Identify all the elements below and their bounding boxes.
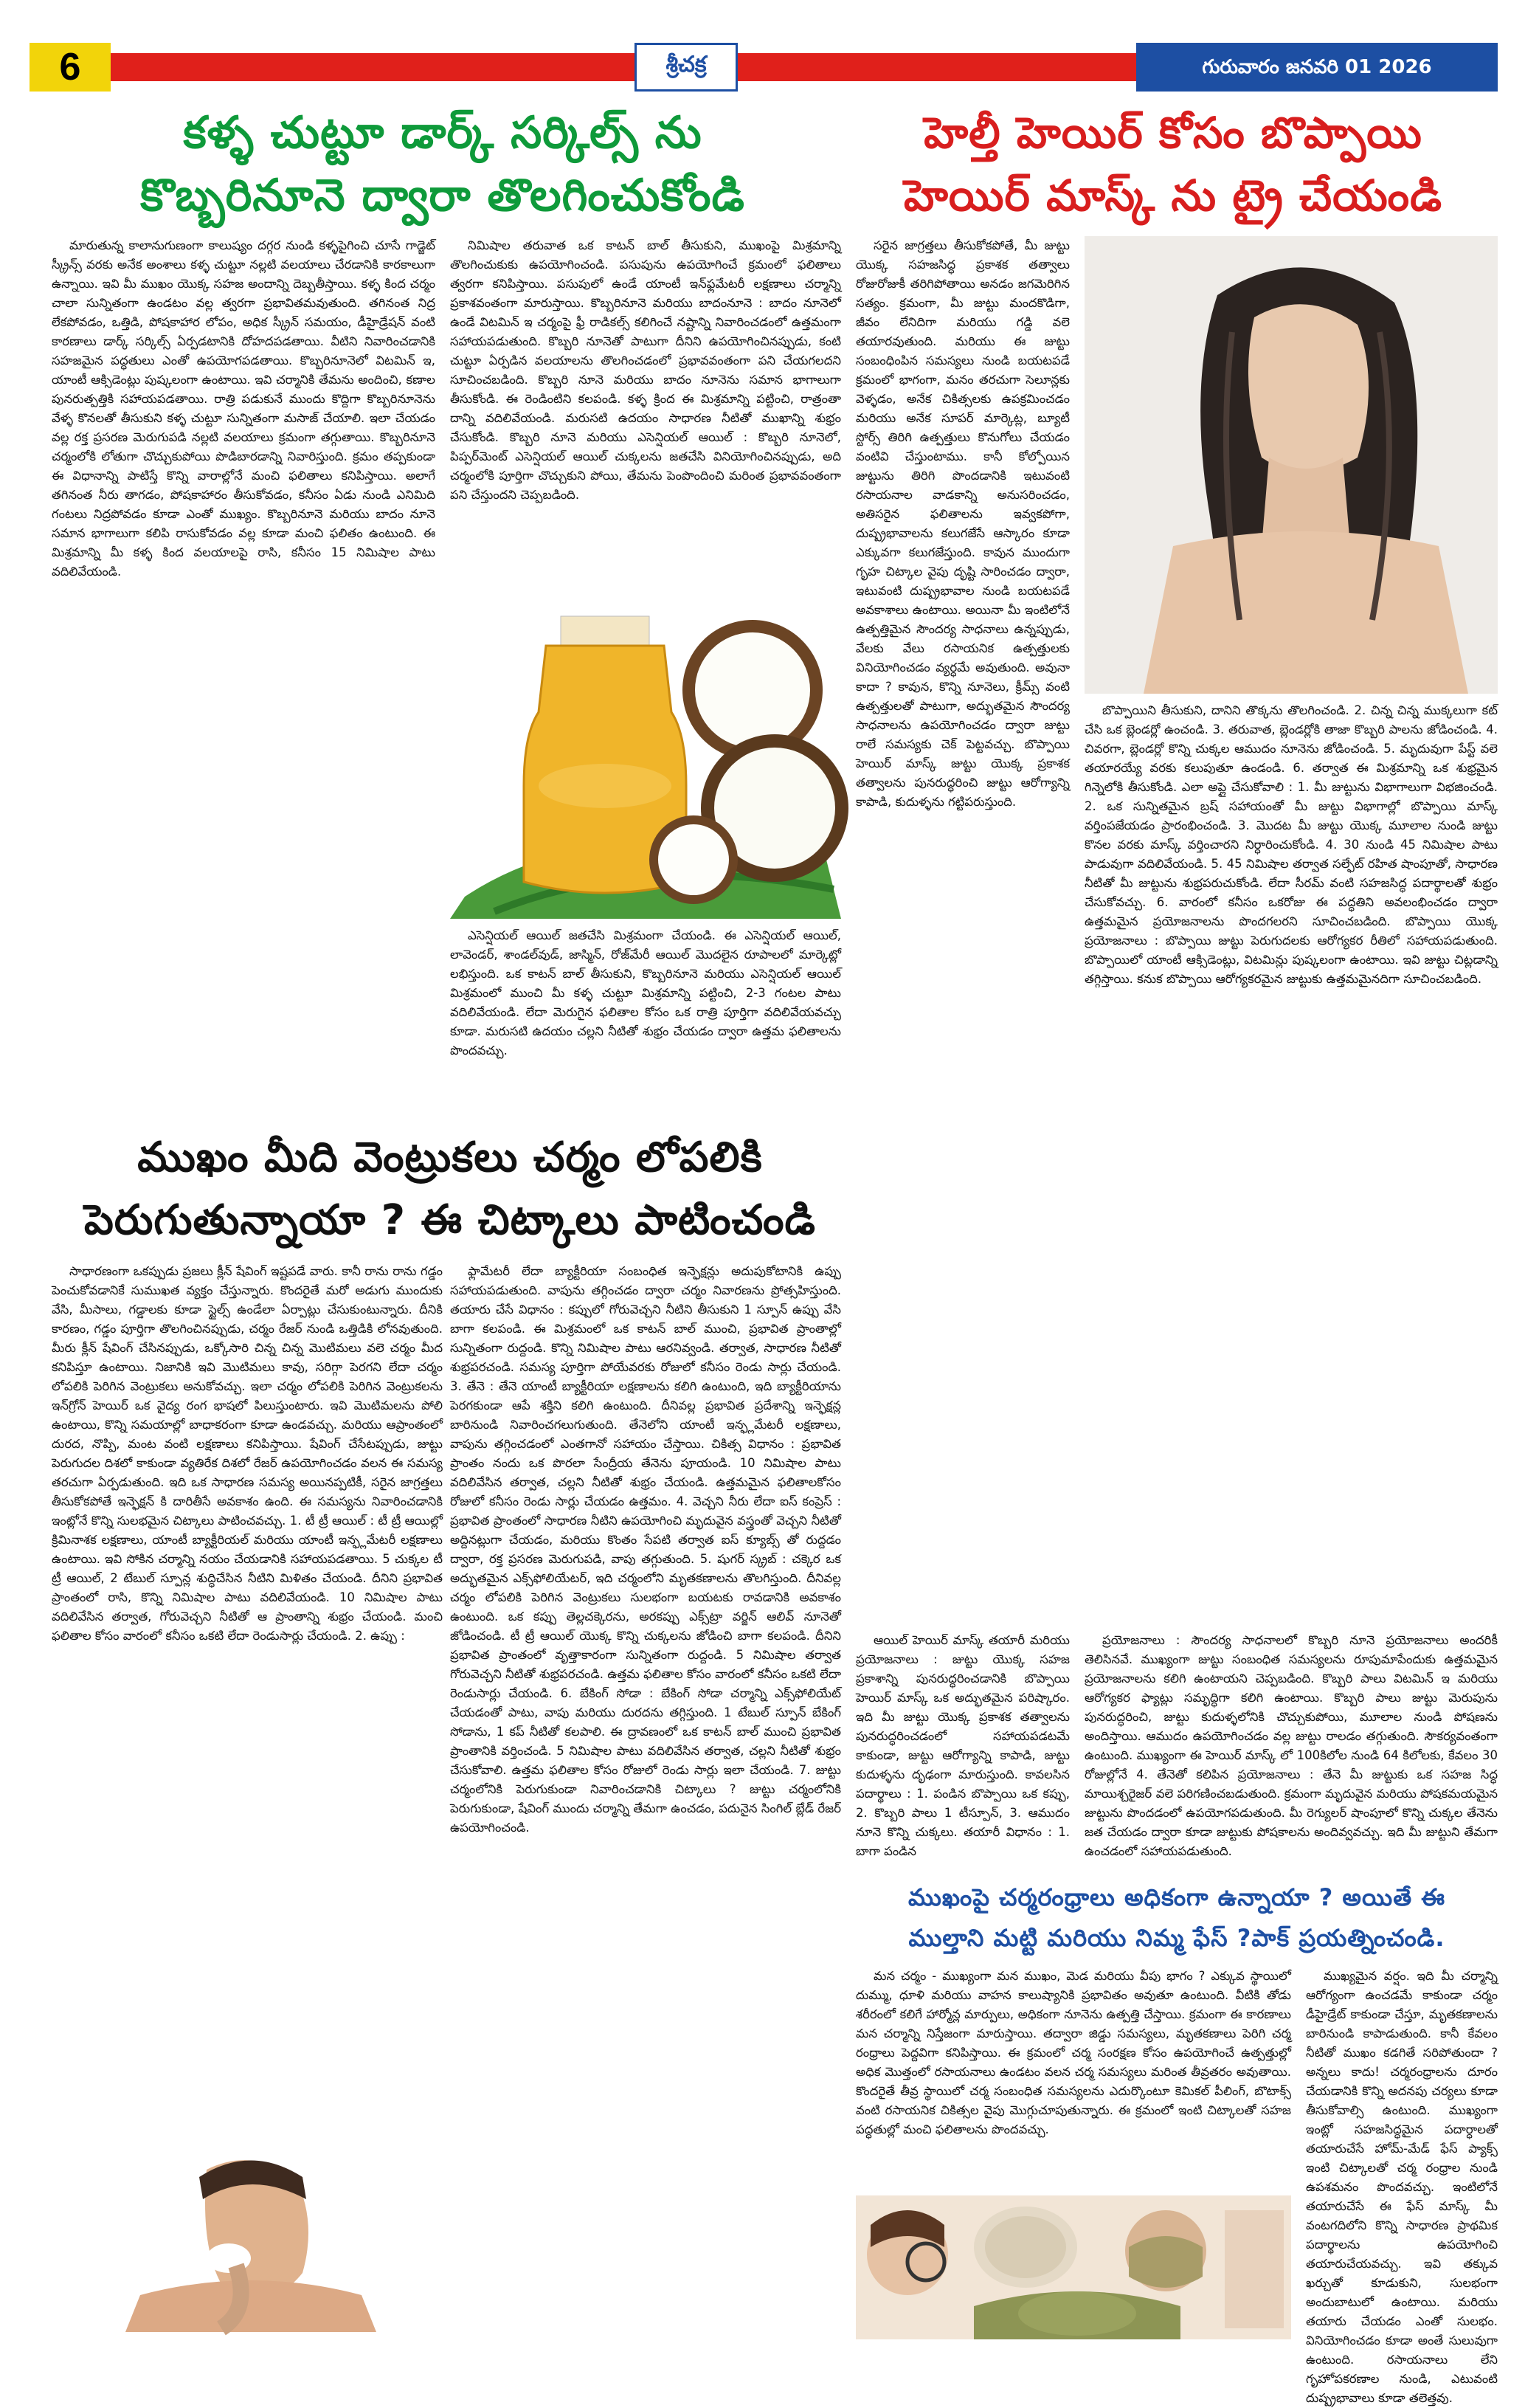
article4-column-2 — [1306, 1967, 1498, 2405]
article2-column-1 — [856, 236, 1070, 1624]
dateline: గురువారం జనవరి 01 2026 — [1136, 43, 1498, 92]
article1-headline-line2: కొబ్బరినూనె ద్వారా తొలగించుకోండి — [140, 170, 745, 221]
article2-column-1-text: సరైన జాగ్రత్తలు తీసుకోకపోతే, మీ జుట్టు యొక్క సహజసిద్ధ ప్రకాశక తత్వాలు రోజురోజుకీ తరిగిపోతాయి అనడం జగమెరిగిన సత్యం. క్రమంగా, మీ జుట్టు మందకొడిగా, జీవం లేనిదిగా మరియు గడ్డి వలె తయారవుతుంది. మరియు ఈ జుట్టు సంబంధింపిన సమస్యలు నుండి బయటపడే క్రమంలో భాగంగా, మనం తరచుగా సెలూన్లకు వెళ్ళడం, అనేక చికిత్సలకు ఉపక్రమించడం మరియు అనేక సూపర్ మార్కెట్ల, బ్యూటీ స్టోర్స్ తిరిగి ఉత్పత్తులు కొనుగోలు చేయడం వంటివి చేస్తుంటాము. కానీ కోల్పోయిన జుట్టును తిరిగి పొందడానికి ఇటువంటి రసాయనాల వాడకాన్ని అనుసరించడం, అతిసరైన ఫలితాలను ఇవ్వకపోగా, దుష్ప్రభావాలను కలుగజేసే ఆస్కారం కూడా ఎక్కువగా కలుగజేస్తుంది. కావున ముందుగా గృహ చిట్కాల వైపు దృష్టి సారించడం ద్వారా, ఇటువంటి దుష్ప్రభావాల నుండి బయటపడే అవకాశాలు ఉంటాయి. అయినా మీ ఇంటిలోనే ఉత్పత్తిమైన సౌందర్య సాధనాలు ఉన్నప్పుడు, వేలకు వేలు రసాయనిక ఉత్పత్తులకు వినియోగించడం వ్యర్ధమే అవుతుంది. అవునా కాదా ? కావున, కొన్ని నూనెలు, క్రీమ్స్ వంటి ఉత్పత్తులతో పాటుగా, అద్భుతమైన సౌందర్య సాధనాలను ఉపయోగించడం ద్వారా జుట్టు రాలే సమస్యకు చెక్ పెట్టవచ్చు. బొప్పాయి హెయిర్ మాస్క్ జుట్టు యొక్క ప్రకాశక తత్వాలను పునరుద్ధరించి జుట్టు ఆరోగ్యాన్ని కాపాడి, కుదుళ్ళను గట్టిపరుస్తుంది. — [856, 238, 1070, 809]
article2-continued-column-2-text: ప్రయోజనాలు : సౌందర్య సాధనాలలో కొబ్బరి నూనె ప్రయోజనాలు అందరికీ తెలిసినవే. ముఖ్యంగా జుట్టు సంబంధిత సమస్యలను రూపుమాపేందుకు ఉత్తమమైన ప్రయోజనాలను కలిగి ఉంటాయని చెప్పబడింది. కొబ్బరి పాలు విటమిన్ ఇ మరియు ఆరోగ్యకర ఫ్యాట్లు సమృద్ధిగా కలిగి ఉంటాయి. కొబ్బరి పాలు జుట్టు మెరుపును పునరుద్ధరించి, జుట్టు కుదుళ్ళలోనికి చొచ్చుకుపోయి, మూలాల నుండి పోషణను అందిస్తాయి. ఆముదం ఉపయోగించడం వల్ల జుట్టు రాలడం తగ్గుతుంది. సౌకర్యవంతంగా ఉంటుంది. ముఖ్యంగా ఈ హెయిర్ మాస్క్ లో 100కిలోల నుండి 64 కిలోలకు, కేవలం 30 రోజుల్లోనే 4. తేనెతో కలిపిన ప్రయోజనాలు : తేనె మీ జుట్టుకు ఒక సహజ సిద్ధ మాయిశ్చరైజర్ వలె పరిగణించబడుతుంది. క్రమంగా మృదువైన మరియు పోషకమయమైన జుట్టును పొందడంలో ఉపయోగపడుతుంది. మీ రెగ్యులర్ షాంపూలో కొన్ని చుక్కల తేనెను జత చేయడం ద్వారా కూడా జుట్టుకు పోషకాలను అందివ్వవచ్చు. ఇది మీ జుట్టుని తేమగా ఉంచడంలో సహాయపడుతుంది. — [1085, 1633, 1498, 1858]
article3-headline-line1: ముఖం మీది వెంట్రుకలు చర్మం లోపలికి — [137, 1134, 763, 1181]
face-mask-collage-photo — [856, 2195, 1291, 2339]
woman-hair-mask-photo — [1085, 236, 1498, 694]
masthead — [30, 43, 1498, 92]
article3-column-2 — [450, 1262, 841, 2339]
article2-column-2 — [1085, 701, 1498, 1624]
article2-continued-column-1-text: ఆయిల్ హెయిర్ మాస్క్ తయారీ మరియు ప్రయోజనాలు : జుట్టు యొక్క సహజ ప్రకాశాన్ని పునరుద్ధరించడానికి బొప్పాయి హెయిర్ మాస్క్ ఒక అద్భుతమైన పరిష్కారం. ఇది మీ జుట్టు యొక్క ప్రకాశక తత్వాలను పునరుద్ధరించడంలో సహాయపడటమే కాకుండా, జుట్టు ఆరోగ్యాన్ని కాపాడి, జుట్టు కుదుళ్ళను దృఢంగా మారుస్తుంది. కావలసిన పదార్థాలు : 1. పండిన బొప్పాయి ఒక కప్పు, 2. కొబ్బరి పాలు 1 టీస్పూన్, 3. ఆముదం నూనె కొన్ని చుక్కలు. తయారీ విధానం : 1. బాగా పండిన — [856, 1633, 1070, 1858]
article1-column-2 — [450, 236, 841, 531]
article1-column-2-continued — [450, 926, 841, 1118]
article4-column-2-text: ముఖ్యమైన వర్షం. ఇది మీ చర్మాన్ని ఆరోగ్యంగా ఉంచడమే కాకుండా చర్మం డీహైడ్రేట్ కాకుండా చేస్తూ, మృతకణాలను బారినుండి కాపాడుతుంది. కానీ కేవలం నీటితో ముఖం కడగితే సరిపోతుందా ? అన్నలు కాదు! చర్మరంధ్రాలను దూరం చేయడానికి కొన్ని అదనపు చర్యలు కూడా తీసుకోవాల్సి ఉంటుంది. ముఖ్యంగా ఇంట్లో సహజసిద్ధమైన పదార్ధాలతో తయారుచేసే హోమ్-మేడ్ ఫేస్ ప్యాక్స్ ఇంటి చిట్కాలతో చర్మ రంధ్రాల నుండి ఉపశమనం పొందవచ్చు. ఇంటిలోనే తయారుచేసే ఈ ఫేస్ మాస్క్ మీ వంటగదిలోని కొన్ని సాధారణ ప్రాథమిక పదార్థాలను ఉపయోగించి తయారుచేయవచ్చు. ఇవి తక్కువ ఖర్చుతో కూడుకుని, సులభంగా అందుబాటులో ఉంటాయి. మరియు తయారు చేయడం ఎంతో సులభం. వినియోగించడం కూడా అంతే సులువుగా ఉంటుంది. రసాయనాలు లేని గృహోపకరణాల నుండి, ఎటువంటి దుష్ప్రభావాలు కూడా తలెత్తవు. — [1306, 1969, 1498, 2405]
page-number: 6 — [30, 43, 111, 92]
coconut-oil-photo — [450, 542, 841, 919]
article3-column-1-text: సాధారణంగా ఒకప్పుడు ప్రజలు క్లీన్ షేవింగ్ ఇష్టపడే వారు. కానీ రాను రాను గడ్డం పెంచుకోవడానికే సుముఖత వ్యక్తం చేస్తున్నారు. కొందరైతే మరో అడుగు ముందుకు వేసి, మీసాలు, గడ్డాలకు కూడా స్టైల్స్ ఉండేలా ఏర్పాట్లు చేసుకుంటున్నారు. దీనికి కారణం, గడ్డం పూర్తిగా తొలగించినప్పుడు, చర్మం రేజర్ నుండి ఒత్తిడికి లోనవుతుంది. మీరు క్లీన్ షేవింగ్ చేసినప్పుడు, ఒక్కోసారి చిన్న చిన్న మొటిమలు వలె చర్మం మీద కనిపిస్తూ ఉంటాయి. నిజానికి ఇవి మొటిమలు కావు, సరిగ్గా పెరగని లేదా చర్మం లోపలికి పెరిగిన వెంట్రుకలు అనుకోవచ్చు. ఇలా చర్మం లోపలికి పెరిగిన వెంట్రుకలను ఇన్‌గ్రోన్ హెయిర్ ఒక వైద్య రంగ భాషలో పిలుస్తుంటారు. ఇవి మొటిమలను పోలి ఉంటాయి, కొన్ని సమయాల్లో బాధాకరంగా కూడా ఉండవచ్చు. మరియు ఆప్రాంతంలో దురద, నొప్పి, మంట వంటి లక్షణాలు కనిపిస్తాయి. షేవింగ్ చేసేటప్పుడు, జుట్టు పెరుగుదల దిశలో కాకుండా వ్యతిరేక దిశలో రేజర్ ఉపయోగించడం వలన ఈ సమస్య తరచుగా ఏర్పడుతుంది. ఇది ఒక సాధారణ సమస్య అయినప్పటికీ, సరైన జాగ్రత్తలు తీసుకోకపోతే ఇన్ఫెక్షన్ కి దారితీసే అవకాశం ఉంది. ఈ సమస్యను నివారించడానికి ఇంట్లోనే కొన్ని సులభమైన చిట్కాలు పాటించవచ్చు. 1. టీ ట్రీ ఆయిల్ : టీ ట్రీ ఆయిల్లో క్రిమినాశక లక్షణాలు, యాంటీ బ్యాక్టీరియల్ మరియు యాంటీ ఇన్ఫ్లమేటరీ లక్షణాలు ఉంటాయి. ఇవి సోకిన చర్మాన్ని నయం చేయడానికి సహాయపడతాయి. 5 చుక్కల టీ ట్రీ ఆయిల్, 2 టేబుల్ స్పూన్ల శుద్ధిచేసిన నీటిని మిళితం చేయండి. దీనిని ప్రభావిత ప్రాంతంలో రాసి, కొన్ని నిమిషాల పాటు వదిలివేయండి. 10 నిమిషాల పాటు వదిలివేసిన తర్వాత, గోరువెచ్చని నీటితో ఆ ప్రాంతాన్ని శుభ్రం చేయండి. మంచి ఫలితాల కోసం వారంలో కనీసం ఒకటి లేదా రెండుసార్లు చేయండి. 2. ఉప్పు : — [52, 1264, 443, 1643]
article2-continued-column-1 — [856, 1631, 1070, 1874]
article4-column-1 — [856, 1967, 1291, 2188]
article4-headline-line2: ముల్తాని మట్టి మరియు నిమ్మ ఫేస్ ?పాక్ ప్రయత్నించండి. — [908, 1924, 1445, 1952]
article1-column-2-continued-text: ఎసెన్షియల్ ఆయిల్ జతచేసి మిశ్రమంగా చేయండి. ఈ ఎసెన్షియల్ ఆయిల్, లావెండర్, శాండల్‌వుడ్, జాస్మిన్, రోజ్‌మేరీ ఆయిల్ మొదలైన రూపాలలో మార్కెట్లో లభిస్తుంది. ఒక కాటన్ బాల్ తీసుకుని, కొబ్బరినూనె మరియు ఎసెన్షియల్ ఆయిల్ మిశ్రమంలో ముంచి మీ కళ్ళ చుట్టూ మిశ్రమాన్ని పట్టించి, 2-3 గంటల పాటు వదిలివేయండి. లేదా మెరుగైన ఫలితాల కోసం ఒక రాత్రి పూర్తిగా వదిలివేయవచ్చు కూడా. మరుసటి ఉదయం చల్లని నీటితో శుభ్రం చేయడం ద్వారా ఉత్తమ ఫలితాలను పొందవచ్చు. — [450, 928, 841, 1058]
article4-column-1-text: మన చర్మం - ముఖ్యంగా మన ముఖం, మెడ మరియు వీపు భాగం ? ఎక్కువ స్థాయిలో దుమ్ము, ధూళి మరియు వాహన కాలుష్యానికి ప్రభావితం అవుతూ ఉంటుంది. వీటికి తోడు శరీరంలో కలిగే హార్మోన్ల మార్పులు, అధికంగా నూనెను ఉత్పత్తి చేస్తాయి. క్రమంగా ఈ కారణాలు మన చర్మాన్ని నిస్తేజంగా మారుస్తాయి. తద్వారా జిడ్డు సమస్యలు, మృతకణాలు పెరిగి చర్మ రంధ్రాలు పెద్దవిగా కనిపిస్తాయి. ఈ క్రమంలో చర్మ సంరక్షణ కోసం ఉపయోగించే ఉత్పత్తుల్లో అధిక మొత్తంలో రసాయనాలు ఉండటం వలన చర్మ సమస్యలు మరింత తీవ్రతరం అవుతాయి. కొందరైతే తీవ్ర స్థాయిలో చర్మ సంబంధిత సమస్యలను ఎదుర్కొంటూ కెమికల్ పీలింగ్, బొటాక్స్ వంటి రసాయనిక చికిత్సల వైపు మొగ్గుచూపుతున్నారు. ఈ క్రమంలో ఇంటి చిట్కాలతో సహజ పద్ధతుల్లో మంచి ఫలితాలను పొందవచ్చు. — [856, 1969, 1291, 2136]
article3-column-1 — [52, 1262, 443, 2140]
article2-column-2-text: బొప్పాయిని తీసుకుని, దానిని తొక్కను తొలగించండి. 2. చిన్న చిన్న ముక్కలుగా కట్ చేసి ఒక బ్లెండర్లో ఉంచండి. 3. తరువాత, బ్లెండర్లోకి తాజా కొబ్బరి పాలను జోడించండి. 4. చివరగా, బ్లెండర్లో కొన్ని చుక్కల ఆముదం నూనెను జోడించండి. 5. మృదువుగా పేస్ట్ వలె తయారయ్యే వరకు కలుపుతూ ఉండండి. 6. తర్వాత ఈ మిశ్రమాన్ని ఒక శుభ్రమైన గిన్నెలోకి తీసుకోండి. ఎలా అప్లై చేసుకోవాలి : 1. మీ జుట్టును విభాగాలుగా విభజించండి. 2. ఒక సున్నితమైన బ్రష్ సహాయంతో మీ జుట్టు విభాగాల్లో బొప్పాయి మాస్క్ వర్తింపజేయడం ప్రారంభించండి. 3. మొదట మీ జుట్టు యొక్క మూలాల నుండి జుట్టు కొనల వరకు మాస్క్ వర్తించారని నిర్ధారించుకోండి. 4. 30 నుండి 45 నిమిషాల పాటు పాడువుగా వదిలివేయండి. 5. 45 నిమిషాల తర్వాత సల్ఫేట్ రహిత షాంపూతో, సాధారణ నీటితో మీ జుట్టును శుభ్రపరుచుకోండి. లేదా సీరమ్ వంటి సహజసిద్ధ పదార్థాలతో శుభ్రం చేసుకోవచ్చు. 6. వారంలో కనీసం ఒకరోజు ఈ పద్ధతిని అవలంభించడం ద్వారా ఉత్తమమైన ప్రయోజనాలను పొందగలరని సూచించబడింది. బొప్పాయి యొక్క ప్రయోజనాలు : బొప్పాయి జుట్టు పెరుగుదలకు ఆరోగ్యకర రీతిలో సహాయపడుతుంది. బొప్పాయిలో యాంటీ ఆక్సిడెంట్లు, విటమిన్లు పుష్కలంగా ఉంటాయి. ఇవి జుట్టు చిట్లడాన్ని తగ్గిస్తాయి. కనుక బొప్పాయి ఆరోగ్యకరమైన జుట్టుకు ఉత్తమమైనదిగా సూచించబడింది. — [1085, 703, 1498, 986]
article3-headline-line2: పెరుగుతున్నాయా ? ఈ చిట్కాలు పాటించండి — [84, 1196, 816, 1244]
article3-column-2-text: ఫ్లామేటరీ లేదా బ్యాక్టీరియా సంబంధిత ఇన్ఫెక్షన్లు అదుపుకోటానికి ఉప్పు సహాయపడుతుంది. వాపును తగ్గించడం ద్వారా చర్మం నివారణను ప్రోత్సహిస్తుంది. తయారు చేసే విధానం : కప్పులో గోరువెచ్చని నీటిని తీసుకుని 1 స్పూన్ ఉప్పు వేసి బాగా కలపండి. ఈ మిశ్రమంలో ఒక కాటన్ బాల్ ముంచి, ప్రభావిత ప్రాంతాల్లో సున్నితంగా రుద్దండి. కొన్ని నిమిషాల పాటు ఆరనివ్వండి. తర్వాత, సాధారణ నీటితో శుభ్రపరచండి. సమస్య పూర్తిగా పోయేవరకు రోజులో కనీసం రెండు సార్లు చేయండి. 3. తేనె : తేనె యాంటీ బ్యాక్టీరియా లక్షణాలను కలిగి ఉంటుంది, ఇది బ్యాక్టీరియాను పెరగకుండా ఆపే శక్తిని కలిగి ఉంటుంది. దీనివల్ల ప్రభావిత ప్రదేశాన్ని ఇన్ఫెక్షన్ల బారినుండి నివారించగలుగుతుంది. తేనెలోని యాంటీ ఇన్ఫ్లమేటరీ లక్షణాలు, వాపును తగ్గించడంలో ఎంతగానో సహాయం చేస్తాయి. చికిత్స విధానం : ప్రభావిత ప్రాంతం నందు ఒక పొరలా సేంద్రీయ తేనెను పూయండి. 10 నిమిషాల పాటు వదిలివేసిన తర్వాత, చల్లని నీటితో శుభ్రం చేయండి. ఉత్తమమైన ఫలితాలకోసం రోజులో కనీసం రెండు సార్లు చేయడం ఉత్తమం. 4. వెచ్చని నీరు లేదా ఐస్ కంప్రెస్ : ప్రభావిత ప్రాంతంలో సాధారణ నీటిని ఉపయోగించి మృదువైన వస్త్రంతో వెచ్చని నీటితో అద్దినట్లుగా చేయడం, మరియు కొంతం సేపటి తర్వాత ఐస్ క్యూబ్స్ తో రుద్దడం ద్వారా, రక్త ప్రసరణ మెరుగుపడి, వాపు తగ్గుతుంది. 5. షుగర్ స్క్రబ్ : చక్కెర ఒక అద్భుతమైన ఎక్స్‌ఫోలియేటర్, ఇది చర్మంలోని మృతకణాలను తొలగిస్తుంది. దీనివల్ల చర్మం లోపలికి పెరిగిన వెంట్రుకలు సులభంగా బయటకు రావడానికి అవకాశం ఉంటుంది. ఒక కప్పు తెల్లచక్కెరను, అరకప్పు ఎక్స్‌ట్రా వర్జిన్ ఆలివ్ నూనెతో జోడించండి. టీ ట్రీ ఆయిల్ యొక్క కొన్ని చుక్కలను జోడించి బాగా కలపండి. దీనిని ప్రభావిత ప్రాంతంలో వృత్తాకారంగా సున్నితంగా రుద్దండి. 5 నిమిషాల తర్వాత గోరువెచ్చని నీటితో శుభ్రపరచండి. ఉత్తమ ఫలితాల కోసం వారంలో కనీసం ఒకటి లేదా రెండుసార్లు చేయండి. 6. బేకింగ్ సోడా : బేకింగ్ సోడా చర్మాన్ని ఎక్స్‌ఫోలియేట్ చేయడంతో పాటు, వాపు మరియు దురదను తగ్గిస్తుంది. 1 టేబుల్ స్పూన్ బేకింగ్ సోడాను, 1 కప్ నీటితో కలపాలి. ఈ ద్రావణంలో ఒక కాటన్ బాల్ ముంచి ప్రభావిత ప్రాంతానికి వర్తించండి. 5 నిమిషాల పాటు వదిలివేసిన తర్వాత, చల్లని నీటితో శుభ్రం చేసుకోవాలి. ఉత్తమ ఫలితాల కోసం రోజులో రెండు సార్లు ఇలా చేయండి. 7. జుట్టు చర్మంలోనికి పెరుగుకుండా నివారించడానికి చిట్కాలు ? జుట్టు చర్మంలోనికి పెరుగుకుండా, షేవింగ్ ముందు చర్మాన్ని తేమగా ఉంచడం, పదునైన సింగిల్ బ్లేడ్ రేజర్ ఉపయోగించండి. — [450, 1264, 841, 1835]
article1-headline-line1: కళ్ళ చుట్టూ డార్క్ సర్కిల్స్ ను — [183, 107, 702, 159]
article2-headline-line1: హెల్తీ హెయిర్ కోసం బొప్పాయి — [924, 108, 1422, 158]
article1-column-1 — [52, 236, 435, 1114]
article2-continued-column-2 — [1085, 1631, 1498, 1874]
article1-column-2-text: నిమిషాల తరువాత ఒక కాటన్ బాల్ తీసుకుని, ముఖంపై మిశ్రమాన్ని తొలగించుకుకు ఉపయోగించండి. పసుపును ఉపయోగించే క్రమంలో ఫలితాలు త్వరగా కనిపిస్తాయి. పసుపులో ఉండే యాంటీ ఇన్‌ఫ్లమేటరీ లక్షణాలు చర్మాన్ని ప్రకాశవంతంగా మారుస్తాయి. కొబ్బరినూనె మరియు బాదంనూనె : బాదం నూనెలో ఉండే విటమిన్ ఇ చర్మంపై ఫ్రీ రాడికల్స్ కలిగించే నష్టాన్ని నివారించడంలో ఉత్తమంగా సహాయపడుతుంది. కొబ్బరి నూనెతో పాటుగా దీనిని ఉపయోగించినప్పుడు, కంటి చుట్టూ ఏర్పడిన వలయాలను తొలగించడంలో ప్రభావవంతంగా పని చేయగలదని సూచించబడింది. కొబ్బరి నూనె మరియు బాదం నూనెను సమాన భాగాలుగా తీసుకోండి. ఈ రెండింటిని కలపండి. కళ్ళ క్రింద ఈ మిశ్రమాన్ని పట్టించి, రాత్రంతా దాన్ని వదిలివేయండి. మరుసటి ఉదయం సాధారణ నీటితో ముఖాన్ని శుభ్రం చేసుకోండి. కొబ్బరి నూనె మరియు ఎసెన్షియల్ ఆయిల్ : కొబ్బరి నూనెలో, పిప్పర్‌మెంట్ ఎసెన్షియల్ ఆయిల్ చుక్కలను జతచేసి వినియోగించినప్పుడు, అది చర్మంలోకి పూర్తిగా చొచ్చుకుని పోయి, తేమను పెంపొందించి మరింత ప్రభావవంతంగా పని చేస్తుందని చెప్పబడింది. — [450, 238, 841, 502]
man-shaving-photo — [52, 2147, 443, 2332]
newspaper-logo: శ్రీచక్ర — [634, 43, 738, 92]
article2-headline-line2: హెయిర్ మాస్క్ ను ట్రై చేయండి — [904, 170, 1442, 221]
article1-column-1-text: మారుతున్న కాలానుగుణంగా కాలుష్యం దగ్గర నుండి కళ్ళపైగించి చూసే గాడ్జెట్ స్క్రీన్స్ వరకు అనేక అంశాలు కళ్ళ చుట్టూ నల్లటి వలయాలు చేరడానికి కారకాలుగా ఉన్నాయి. ఇవి మీ ముఖం యొక్క సహజ అందాన్ని దెబ్బతీస్తాయి. కళ్ళ కింద చర్మం చాలా సున్నితంగా ఉండటం వల్ల త్వరగా ప్రభావితమవుతుంది. తగినంత నిద్ర లేకపోవడం, ఒత్తిడి, పోషకాహార లోపం, అధిక స్క్రీన్ సమయం, డీహైడ్రేషన్ వంటి కారణాలు డార్క్ సర్కిల్స్ ఏర్పడటానికి దోహదపడతాయి. వీటిని నివారించడానికి సహజమైన పద్ధతులు ఎంతో ఉపయోగపడతాయి. కొబ్బరినూనెలో విటమిన్ ఇ, యాంటీ ఆక్సిడెంట్లు పుష్కలంగా ఉంటాయి. ఇవి చర్మానికి తేమను అందించి, కణాల పునరుత్పత్తికి సహాయపడతాయి. రాత్రి పడుకునే ముందు కొద్దిగా కొబ్బరినూనెను వేళ్ళ కొనలతో తీసుకుని కళ్ళ చుట్టూ సున్నితంగా మసాజ్ చేయాలి. ఇలా చేయడం వల్ల రక్త ప్రసరణ మెరుగుపడి నల్లటి వలయాలు క్రమంగా తగ్గుతాయి. కొబ్బరినూనె చర్మంలోకి లోతుగా చొచ్చుకుపోయి పొడిబారడాన్ని నివారిస్తుంది. క్రమం తప్పకుండా ఈ విధానాన్ని పాటిస్తే కొన్ని వారాల్లోనే మంచి ఫలితాలు కనిపిస్తాయి. అలాగే తగినంత నీరు తాగడం, పోషకాహారం తీసుకోవడం, కనీసం ఏడు నుండి ఎనిమిది గంటలు నిద్రపోవడం కూడా ఎంతో ముఖ్యం. కొబ్బరినూనె మరియు బాదం నూనె సమాన భాగాలుగా కలిపి రాసుకోవడం వల్ల కూడా మంచి ఫలితం ఉంటుంది. ఈ మిశ్రమాన్ని మీ కళ్ళ కింద వలయాలపై రాసి, కనీసం 15 నిమిషాల పాటు వదిలివేయండి. — [52, 238, 435, 579]
article4-headline-line1: ముఖంపై చర్మరంధ్రాలు అధికంగా ఉన్నాయా ? అయితే ఈ — [907, 1883, 1446, 1911]
masthead-red-bar — [111, 53, 1136, 81]
